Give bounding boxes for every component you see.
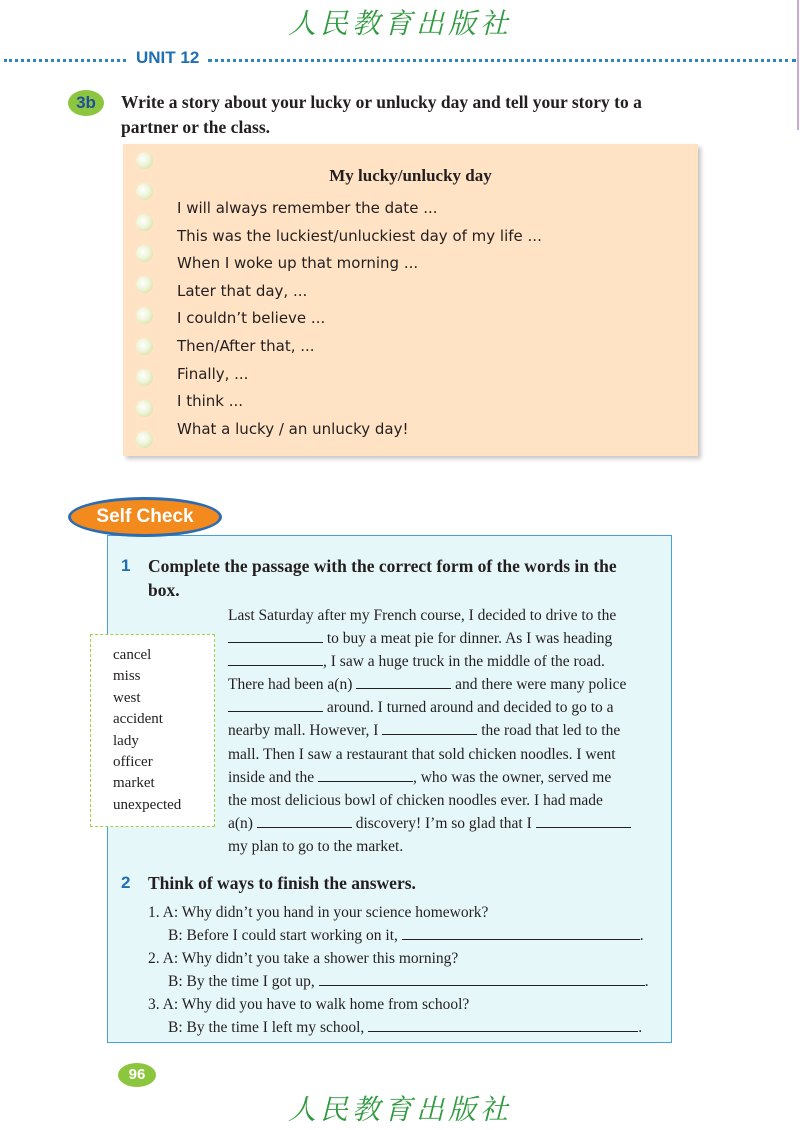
- instruction-line: Write a story about your lucky or unlucky day and tell your story to a: [121, 92, 642, 112]
- story-prompt-line: I will always remember the date ...: [177, 199, 438, 217]
- word-item: accident: [113, 711, 163, 728]
- unit-label: UNIT 12: [136, 48, 200, 67]
- answer-text: B: Before I could start working on it,: [168, 927, 398, 945]
- ring-hole-icon: [136, 214, 153, 231]
- passage-text: There had been a(n): [228, 676, 353, 694]
- answer-blank[interactable]: [356, 673, 451, 689]
- answer-blank[interactable]: [257, 812, 352, 828]
- ring-hole-icon: [136, 307, 153, 324]
- ring-hole-icon: [136, 276, 153, 293]
- word-item: miss: [113, 668, 141, 685]
- word-item: unexpected: [113, 796, 182, 813]
- answer-blank[interactable]: [228, 627, 323, 643]
- story-prompt-line: This was the luckiest/unluckiest day of my life ...: [177, 226, 542, 245]
- word-item: officer: [113, 754, 153, 771]
- passage-line: the most delicious bowl of chicken noodles ever. I had made: [228, 791, 603, 809]
- end-mark: .: [644, 973, 649, 991]
- ring-hole-icon: [136, 369, 153, 386]
- word-item: market: [113, 775, 155, 792]
- story-prompt-line: I think ...: [177, 392, 244, 411]
- task-1-title-line: box.: [148, 580, 180, 600]
- question-line: [148, 947, 663, 970]
- answer-blank[interactable]: [228, 650, 323, 666]
- ring-hole-icon: [136, 431, 153, 448]
- qa-list: [148, 901, 663, 1040]
- story-prompt-line: When I woke up that morning ...: [177, 254, 419, 273]
- passage-text: , I saw a huge truck in the middle of the road.: [323, 653, 605, 671]
- passage-line: [228, 650, 668, 673]
- ring-hole-icon: [136, 338, 153, 355]
- passage-line: my plan to go to the market.: [228, 837, 404, 855]
- passage-line: [228, 766, 668, 789]
- answer-text: B: By the time I left my school,: [168, 1019, 365, 1037]
- end-mark: .: [638, 1019, 643, 1037]
- answer-blank[interactable]: [382, 719, 477, 735]
- passage-line: Last Saturday after my French course, I decided to drive to the: [228, 607, 617, 624]
- passage-line: [228, 812, 668, 835]
- question-text: A: Why didn’t you take a shower this morning?: [162, 950, 459, 968]
- story-prompt-line: What a lucky / an unlucky day!: [177, 419, 409, 438]
- answer-line: [148, 1016, 663, 1039]
- passage-text: to buy a meat pie for dinner. As I was heading: [326, 630, 613, 648]
- story-box-title: My lucky/unlucky day: [329, 166, 492, 185]
- answer-line: [148, 924, 663, 947]
- task-1-number: 1: [121, 556, 131, 575]
- task-1-title-line: Complete the passage with the correct form of the words in the: [148, 556, 617, 576]
- story-prompt-line: Later that day, ...: [177, 281, 308, 300]
- task-1-title: [148, 554, 668, 602]
- story-prompts: [177, 195, 542, 443]
- passage-line: [228, 627, 668, 650]
- notebook-rings: [136, 150, 156, 450]
- passage-text: a(n): [228, 814, 253, 832]
- answer-blank[interactable]: [319, 970, 645, 986]
- dotted-rule-right: [208, 59, 796, 62]
- passage-text: discovery! I’m so glad that I: [355, 814, 532, 832]
- answer-blank[interactable]: [402, 924, 640, 940]
- dotted-rule-left: [4, 59, 126, 62]
- answer-blank[interactable]: [318, 766, 413, 782]
- passage-text: around. I turned around and decided to go to a: [326, 699, 614, 717]
- publisher-logo-top: 人民教育出版社: [287, 7, 512, 40]
- question-text: A: Why didn’t you hand in your science homework?: [162, 904, 489, 921]
- passage-line: [228, 719, 668, 742]
- passage-text: , who was the owner, served me: [412, 768, 612, 786]
- passage-text: inside and the: [228, 768, 315, 786]
- story-prompt-line: Finally, ...: [177, 364, 249, 383]
- ring-hole-icon: [136, 400, 153, 417]
- item-number: 3.: [148, 996, 160, 1014]
- passage-line: mall. Then I saw a restaurant that sold chicken noodles. I went: [228, 745, 616, 763]
- word-box: [90, 634, 215, 827]
- word-item: cancel: [113, 647, 152, 663]
- story-prompt-line: Then/After that, ...: [177, 336, 315, 355]
- passage-text: the road that led to the: [481, 722, 621, 740]
- task-2-title: Think of ways to finish the answers.: [148, 873, 416, 893]
- answer-line: [148, 970, 663, 993]
- answer-blank[interactable]: [228, 696, 323, 712]
- unit-header: [0, 48, 800, 72]
- question-text: A: Why did you have to walk home from school?: [162, 996, 470, 1014]
- publisher-logo-bottom: 人民教育出版社: [287, 1093, 512, 1126]
- passage: [228, 604, 668, 858]
- task-3b-instruction: [121, 90, 681, 140]
- word-item: lady: [113, 732, 139, 749]
- item-number: 2.: [148, 950, 160, 968]
- answer-blank[interactable]: [368, 1016, 638, 1032]
- answer-text: B: By the time I got up,: [168, 973, 315, 991]
- task-2-number: 2: [121, 873, 131, 892]
- item-number: 1.: [148, 904, 160, 921]
- end-mark: .: [639, 927, 644, 945]
- ring-hole-icon: [136, 245, 153, 262]
- passage-text: and there were many police: [455, 676, 627, 694]
- word-item: west: [113, 689, 141, 706]
- instruction-line: partner or the class.: [121, 117, 271, 137]
- answer-blank[interactable]: [536, 812, 631, 828]
- passage-text: nearby mall. However, I: [228, 722, 379, 740]
- self-check-badge: Self Check: [68, 497, 222, 537]
- task-badge-3b: 3b: [68, 90, 104, 116]
- story-prompt-line: I couldn’t believe ...: [177, 309, 326, 328]
- question-line: [148, 993, 663, 1016]
- page-number: 96: [118, 1063, 156, 1087]
- passage-line: [228, 673, 668, 696]
- passage-line: [228, 696, 668, 719]
- question-line: [148, 901, 663, 924]
